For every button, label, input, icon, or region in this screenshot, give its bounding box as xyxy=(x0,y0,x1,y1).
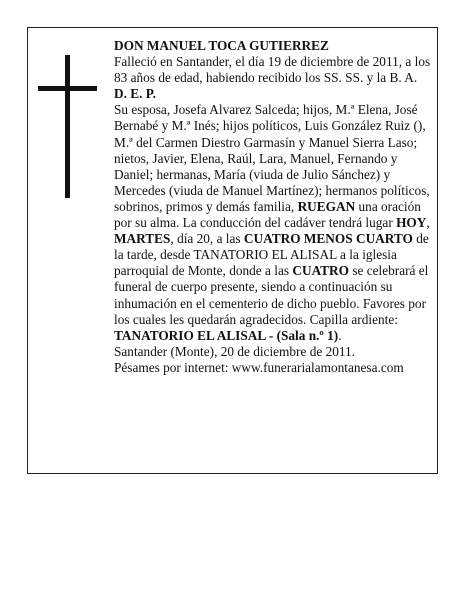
hour-label: CUATRO MENOS CUARTO xyxy=(243,231,413,247)
capilla-label: TANATORIO EL ALISAL - (Sala n.º 1) xyxy=(114,327,339,343)
deceased-name: DON MANUEL TOCA GUTIERREZ xyxy=(114,38,329,53)
martes-label: MARTES xyxy=(114,231,171,247)
cuatro-label: CUATRO xyxy=(292,263,349,279)
period: . xyxy=(338,327,342,343)
notice-body xyxy=(114,102,432,343)
death-statement: Falleció en Santander, el día 19 de diciembre de 2011, a los 83 años de edad, habiendo recibido los SS. SS. y la B. A. xyxy=(114,54,431,86)
family-text: Su esposa, Josefa Alvarez Salceda; hijos, M.ª Elena, José Bernabé y M.ª Inés; hijos políticos, Luis González Ruiz (), M.ª del Carmen Diestro Garmasín y Manuel Sierra Laso; nietos, Javier, Elena, Raúl, Lara, Manuel, Fernando y Daniel; hermanas, María (viuda de Julio Sánchez) y Mercedes (viuda de Manuel Martínez); hermanos políticos, sobrinos, primos y demás familia, xyxy=(114,102,430,214)
hoy-label: HOY xyxy=(396,215,427,231)
dep-label: D. E. P. xyxy=(114,86,156,102)
notice-text xyxy=(114,38,432,376)
ruegan-text: una oración por su alma. La conducción del cadáver tendrá lugar xyxy=(114,198,421,231)
day-text: , día 20, a las xyxy=(170,231,241,247)
hour-text: de la tarde, desde TANATORIO EL ALISAL a la iglesia parroquial de Monte, donde a las xyxy=(114,231,429,279)
ruegan-label: RUEGAN xyxy=(297,198,356,214)
cross-icon-bar xyxy=(38,86,97,91)
comma: , xyxy=(426,215,430,231)
place-date: Santander (Monte), 20 de diciembre de 2011. xyxy=(114,343,355,359)
cross-icon xyxy=(65,55,70,198)
funeral-text: se celebrará el funeral de cuerpo presente, siendo a continuación su inhumación en el cementerio de dicho pueblo. Favores por los cuales les quedarán agradecidos. Capilla ardiente: xyxy=(114,263,429,327)
condolences-line: Pésames por internet: www.funerarialamontanesa.com xyxy=(114,359,404,375)
